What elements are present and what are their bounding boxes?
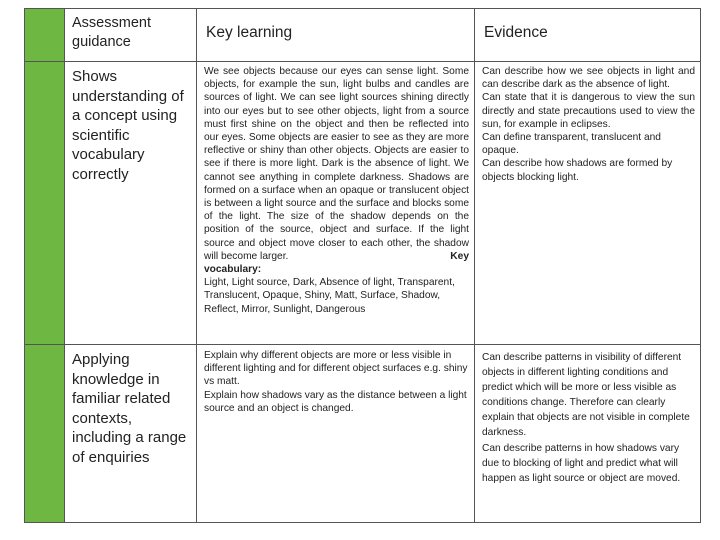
guidance-cell bbox=[65, 62, 197, 345]
header-row bbox=[25, 9, 701, 62]
evidence-cell bbox=[475, 345, 701, 523]
key-learning-line: Explain why different objects are more or less visible in different lighting and for different object surfaces e.g. shiny vs matt. bbox=[204, 350, 468, 388]
assessment-table bbox=[24, 8, 701, 523]
key-learning-body: We see objects because our eyes can sense light. Some objects, for example the sun, light bulbs and candles are sources of light. We can see light sources shining directly into our eyes but to see other objects, light from a source must first shine on the object and then be reflected into our eyes. Some objects are easier to see as they are more reflective or shiny than other objects. Objects are easier to see if there is more light. Dark is the absence of light. We cannot see anything in complete darkness. Shadows are formed on a surface when an opaque or translucent object is between a light source and the surface and blocks some of the light. The size of the shadow depends on the position of the source, object and surface. If the light source and object move closer to each other, the shadow will become larger. bbox=[204, 66, 469, 262]
evidence-cell bbox=[475, 62, 701, 345]
header-evidence: Evidence bbox=[484, 24, 548, 41]
evidence-line: Can state that it is dangerous to view the sun directly and state precautions used to view the sun, for example in eclipses. bbox=[482, 92, 695, 130]
table-row bbox=[25, 345, 701, 523]
header-guidance-cell bbox=[65, 9, 197, 62]
vocabulary-heading-part2: vocabulary: bbox=[204, 264, 262, 276]
key-learning-line: Explain how shadows vary as the distance between a light source and an object is changed. bbox=[204, 389, 467, 414]
key-learning-text bbox=[204, 65, 469, 263]
evidence-line: Can describe how shadows are formed by objects blocking light. bbox=[482, 158, 673, 183]
evidence-line: Can describe how we see objects in light and can describe dark as the absence of light. bbox=[482, 66, 695, 91]
header-key-learning: Key learning bbox=[206, 24, 293, 41]
vocabulary-list: Light, Light source, Dark, Absence of light, Transparent, Translucent, Opaque, Shiny, Matt, Surface, Shadow, Reflect, Mirror, Sunlight, Dangerous bbox=[204, 277, 455, 315]
guidance-cell bbox=[65, 345, 197, 523]
header-key-learning-cell bbox=[197, 9, 475, 62]
key-learning-cell bbox=[197, 62, 475, 345]
evidence-line: Can describe patterns in visibility of different objects in different lighting conditions and predict which will be more or less visible as conditions change. Therefore can clearly explain that objects are not visible in complete darkness. bbox=[482, 352, 690, 439]
header-evidence-cell bbox=[475, 9, 701, 62]
green-margin-cell bbox=[25, 9, 65, 62]
header-guidance: Assessment guidance bbox=[72, 15, 151, 50]
guidance-text: Applying knowledge in familiar related contexts, including a range of enquiries bbox=[72, 351, 187, 466]
table-row bbox=[25, 62, 701, 345]
green-margin-cell bbox=[25, 345, 65, 523]
guidance-text: Shows understanding of a concept using scientific vocabulary correctly bbox=[72, 68, 184, 183]
evidence-line: Can describe patterns in how shadows vary due to blocking of light and predict what will happen as light source or object are moved. bbox=[482, 442, 681, 484]
evidence-line: Can define transparent, translucent and opaque. bbox=[482, 132, 661, 157]
key-learning-cell bbox=[197, 345, 475, 523]
green-margin-cell bbox=[25, 62, 65, 345]
vocabulary-heading-part1: Key bbox=[450, 250, 469, 262]
